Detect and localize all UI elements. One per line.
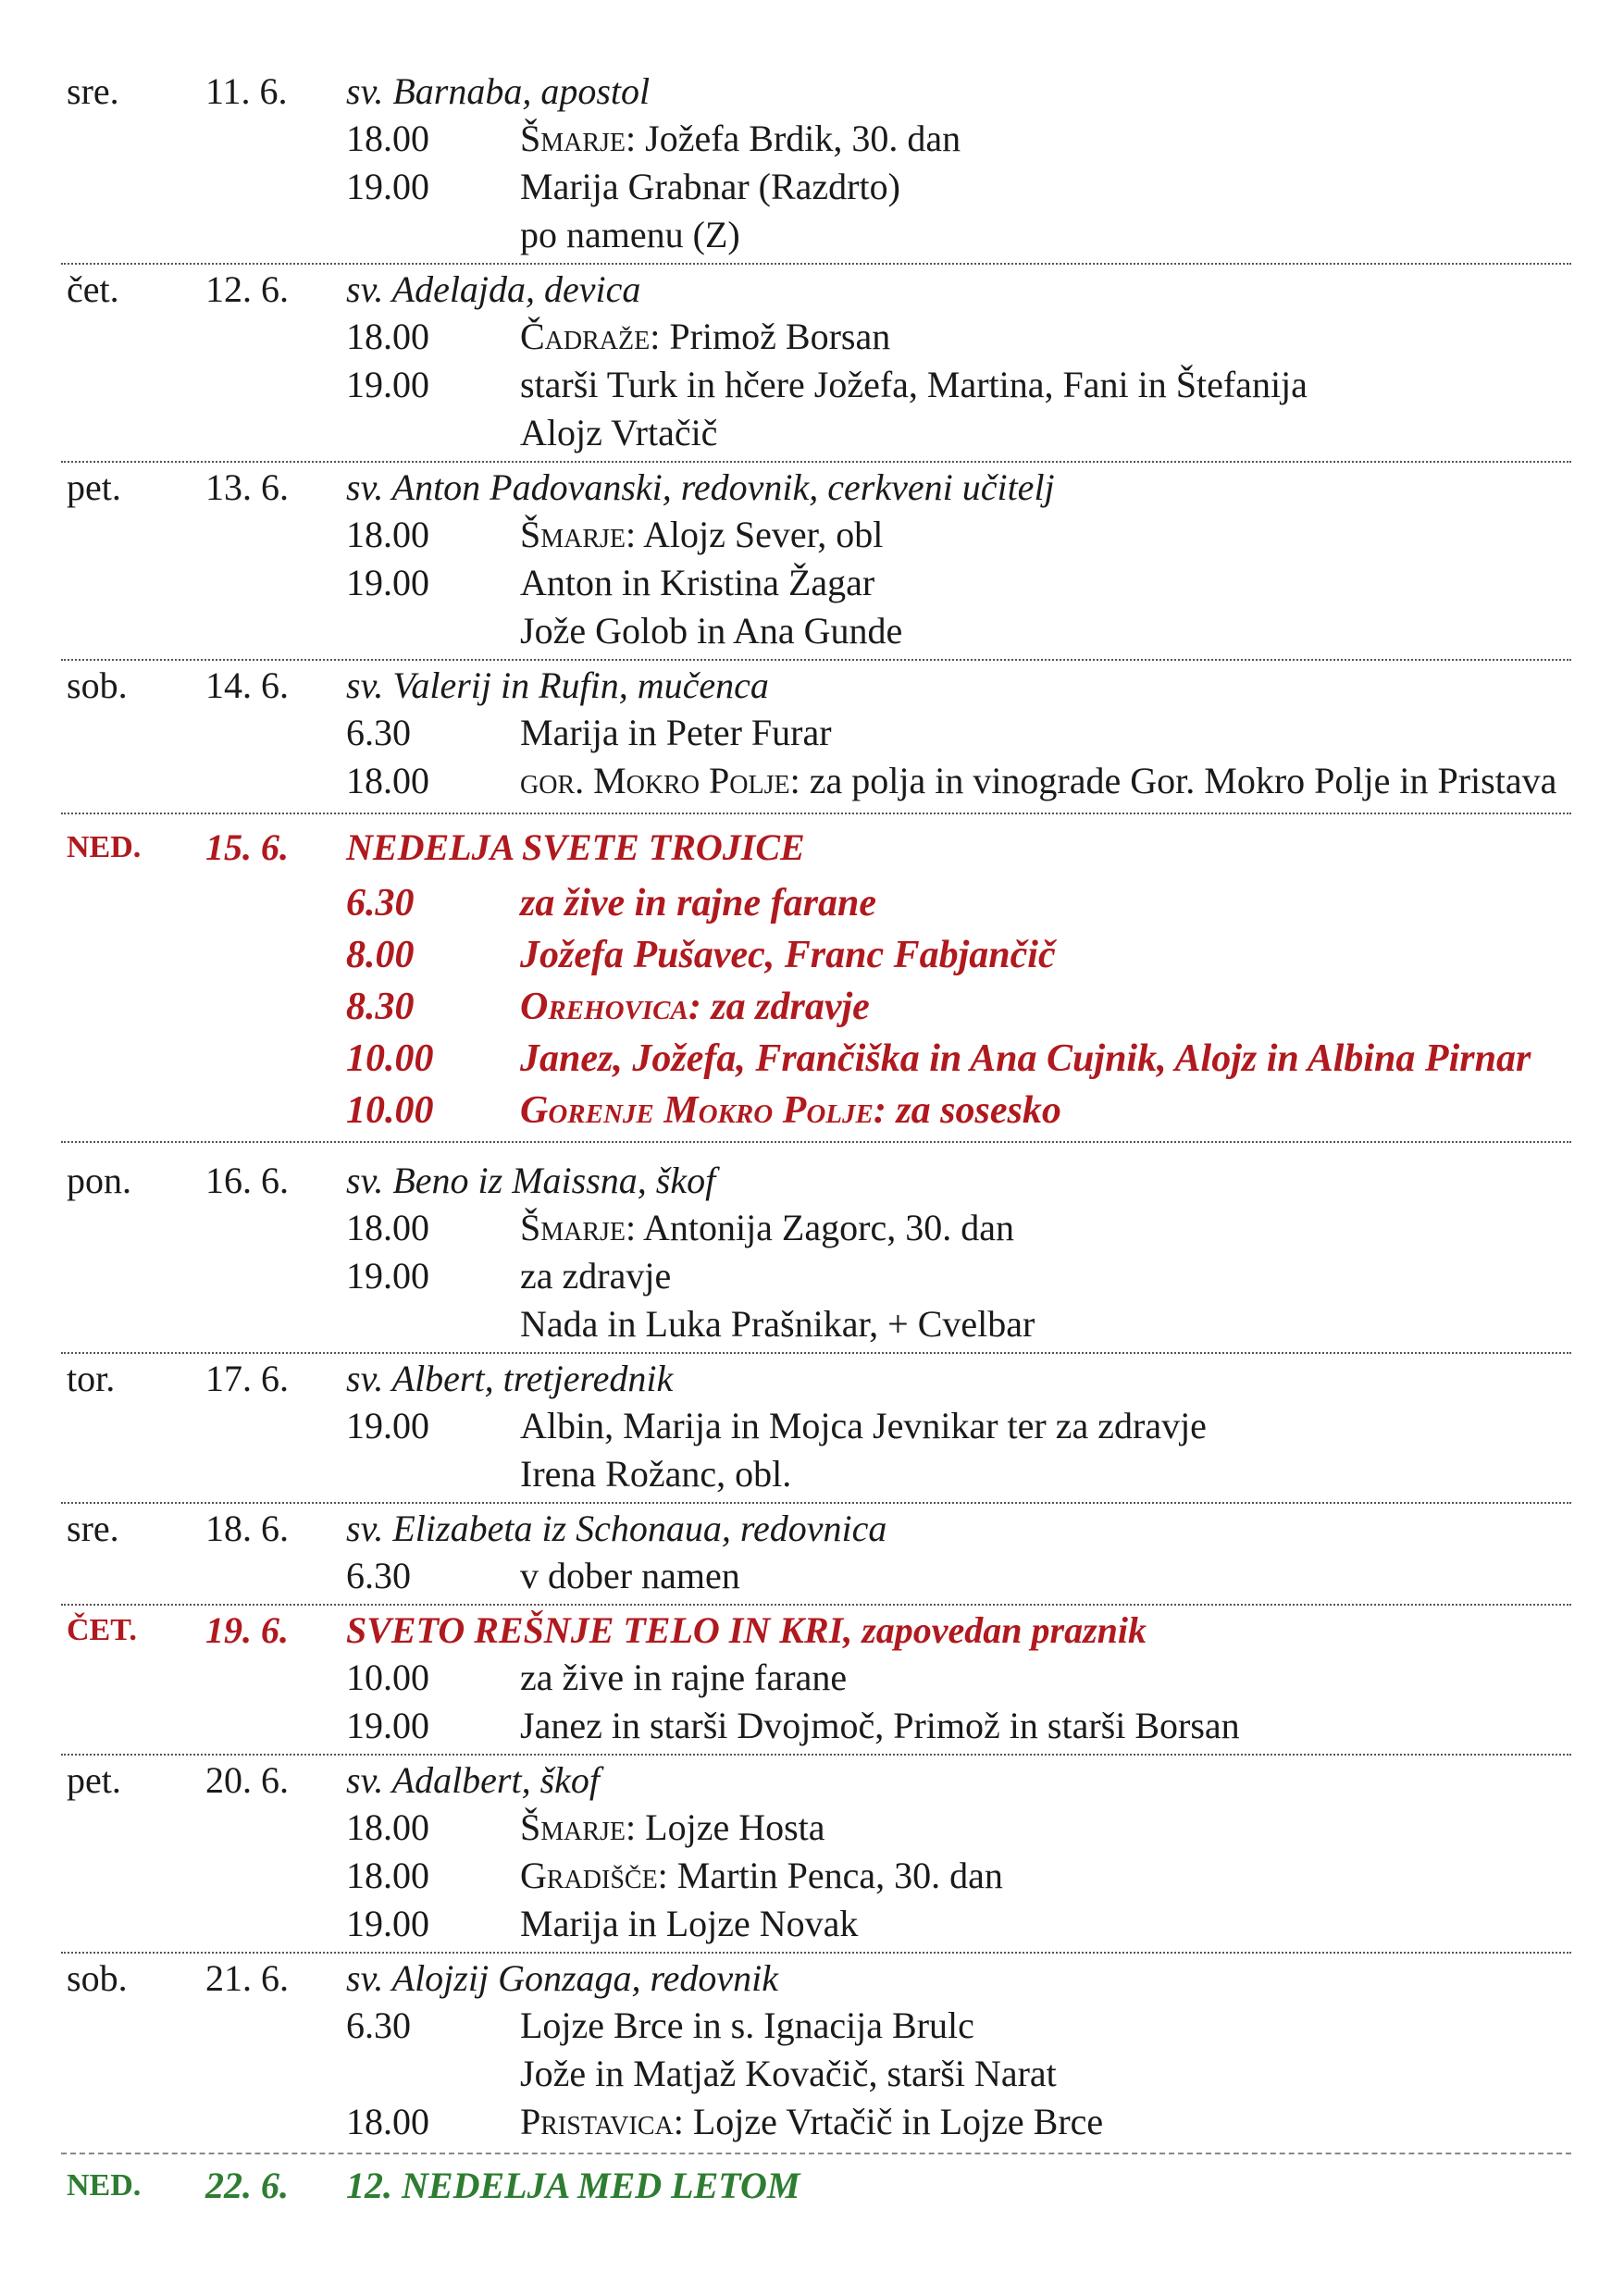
- day-header: [0, 1157, 1624, 1205]
- mass-entry: [0, 1204, 1624, 1252]
- saint-of-day: sv. Valerij in Rufin, mučenca: [346, 664, 769, 706]
- date: 20. 6.: [205, 1759, 289, 1801]
- location: Šmarje:: [520, 1806, 637, 1848]
- mass-time: 19.00: [346, 1705, 429, 1746]
- mass-time: 8.00: [346, 934, 415, 976]
- date: 16. 6.: [205, 1160, 289, 1201]
- mass-time: 19.00: [346, 1405, 429, 1446]
- weekday: sre.: [67, 1508, 119, 1549]
- divider: [61, 1352, 1571, 1354]
- divider: [61, 1952, 1571, 1954]
- divider: [61, 1754, 1571, 1756]
- divider: [61, 2153, 1571, 2154]
- mass-entry: [0, 211, 1624, 259]
- mass-intention: Pristavica: Lojze Vrtačič in Lojze Brce: [520, 2101, 1104, 2142]
- mass-intention: gor. Mokro Polje: za polja in vinograde Gor. Mokro Polje in Pristava: [520, 760, 1557, 801]
- location: Pristavica:: [520, 2101, 684, 2142]
- mass-time: 10.00: [346, 1037, 434, 1080]
- divider: [61, 1141, 1571, 1143]
- weekday: pet.: [67, 1759, 121, 1801]
- mass-time: 19.00: [346, 166, 429, 207]
- divider: [61, 1502, 1571, 1504]
- mass-time: 10.00: [346, 1657, 429, 1698]
- mass-entry: [0, 879, 1624, 927]
- mass-time: 18.00: [346, 514, 429, 555]
- day-header: [0, 2162, 1624, 2210]
- mass-intention: za žive in rajne farane: [520, 882, 877, 925]
- mass-time: 18.00: [346, 316, 429, 357]
- day-header: [0, 1607, 1624, 1655]
- mass-intention: Jožefa Pušavec, Franc Fabjančič: [520, 934, 1056, 976]
- mass-entry: [0, 1300, 1624, 1348]
- mass-entry: [0, 1035, 1624, 1083]
- saint-of-day: sv. Anton Padovanski, redovnik, cerkveni učitelj: [346, 466, 1055, 508]
- date: 13. 6.: [205, 466, 289, 508]
- date: 14. 6.: [205, 664, 289, 706]
- date: 11. 6.: [205, 70, 288, 112]
- mass-time: 19.00: [346, 1255, 429, 1297]
- divider: [61, 813, 1571, 814]
- location: Šmarje:: [520, 514, 637, 555]
- mass-entry: [0, 607, 1624, 655]
- mass-intention: za zdravje: [520, 1255, 672, 1297]
- mass-entry: [0, 163, 1624, 211]
- date: 15. 6.: [205, 826, 289, 868]
- weekday: sob.: [67, 664, 128, 706]
- mass-entry: [0, 1086, 1624, 1135]
- mass-entry: [0, 409, 1624, 457]
- mass-intention: starši Turk in hčere Jožefa, Martina, Fani in Štefanija: [520, 364, 1308, 405]
- mass-intention: Janez in starši Dvojmoč, Primož in starši Borsan: [520, 1705, 1240, 1746]
- mass-intention: Gradišče: Martin Penca, 30. dan: [520, 1855, 1003, 1896]
- saint-of-day: sv. Alojzij Gonzaga, redovnik: [346, 1957, 778, 1999]
- mass-entry: [0, 1804, 1624, 1852]
- mass-intention: Alojz Vrtačič: [520, 412, 718, 453]
- weekday: NED.: [67, 830, 142, 864]
- mass-intention: za žive in rajne farane: [520, 1657, 848, 1698]
- location: Šmarje:: [520, 118, 637, 159]
- mass-intention: Orehovica: za zdravje: [520, 986, 870, 1028]
- day-header: [0, 1505, 1624, 1553]
- weekday: čet.: [67, 268, 119, 310]
- mass-entry: [0, 1852, 1624, 1900]
- mass-intention: v dober namen: [520, 1555, 740, 1596]
- day-header: [0, 1756, 1624, 1805]
- mass-intention: Marija Grabnar (Razdrto): [520, 166, 900, 207]
- feast-title: NEDELJA SVETE TROJICE: [346, 826, 805, 868]
- day-header: [0, 266, 1624, 314]
- mass-entry: [0, 1402, 1624, 1450]
- mass-intention: Šmarje: Antonija Zagorc, 30. dan: [520, 1207, 1014, 1248]
- mass-time: 18.00: [346, 1806, 429, 1848]
- weekday: pet.: [67, 466, 121, 508]
- divider: [61, 461, 1571, 463]
- mass-time: 18.00: [346, 1855, 429, 1896]
- mass-time: 18.00: [346, 1207, 429, 1248]
- weekday: pon.: [67, 1160, 131, 1201]
- divider: [61, 659, 1571, 661]
- mass-time: 6.30: [346, 1555, 411, 1596]
- saint-of-day: sv. Adalbert, škof: [346, 1759, 601, 1801]
- date: 19. 6.: [205, 1609, 289, 1651]
- mass-intention: Anton in Kristina Žagar: [520, 562, 875, 603]
- day-header: [0, 68, 1624, 116]
- mass-intention: Irena Rožanc, obl.: [520, 1453, 792, 1495]
- mass-time: 6.30: [346, 712, 411, 753]
- mass-entry: [0, 313, 1624, 361]
- mass-entry: [0, 1450, 1624, 1498]
- location: Gorenje Mokro Polje:: [520, 1089, 886, 1132]
- mass-time: 18.00: [346, 118, 429, 159]
- date: 18. 6.: [205, 1508, 289, 1549]
- date: 12. 6.: [205, 268, 289, 310]
- location: Gradišče:: [520, 1855, 668, 1896]
- mass-entry: [0, 1702, 1624, 1750]
- mass-time: 8.30: [346, 986, 415, 1028]
- mass-intention: Šmarje: Alojz Sever, obl: [520, 514, 884, 555]
- mass-entry: [0, 2098, 1624, 2146]
- mass-entry: [0, 559, 1624, 607]
- feast-title: SVETO REŠNJE TELO IN KRI, zapovedan praznik: [346, 1609, 1147, 1651]
- date: 17. 6.: [205, 1358, 289, 1399]
- mass-time: 18.00: [346, 760, 429, 801]
- weekday: NED.: [67, 2168, 142, 2203]
- mass-intention: Nada in Luka Prašnikar, + Cvelbar: [520, 1303, 1035, 1345]
- saint-of-day: sv. Albert, tretjerednik: [346, 1358, 674, 1399]
- mass-time: 10.00: [346, 1089, 434, 1132]
- location: Orehovica:: [520, 986, 701, 1028]
- feast-title: 12. NEDELJA MED LETOM: [346, 2165, 800, 2206]
- mass-time: 6.30: [346, 882, 415, 925]
- day-header: [0, 662, 1624, 710]
- mass-entry: [0, 1552, 1624, 1600]
- mass-time: 19.00: [346, 562, 429, 603]
- location: Čadraže:: [520, 316, 661, 357]
- day-header: [0, 1355, 1624, 1403]
- mass-intention: Šmarje: Lojze Hosta: [520, 1806, 825, 1848]
- mass-entry: [0, 1900, 1624, 1948]
- saint-of-day: sv. Elizabeta iz Schonaua, redovnica: [346, 1508, 887, 1549]
- mass-intention: Gorenje Mokro Polje: za sosesko: [520, 1089, 1061, 1132]
- mass-time: 19.00: [346, 1903, 429, 1944]
- saint-of-day: sv. Barnaba, apostol: [346, 70, 651, 112]
- mass-entry: [0, 2002, 1624, 2050]
- mass-intention: Jože Golob in Ana Gunde: [520, 610, 903, 652]
- mass-entry: [0, 709, 1624, 757]
- mass-entry: [0, 983, 1624, 1031]
- location: Šmarje:: [520, 1207, 637, 1248]
- weekday: sre.: [67, 70, 119, 112]
- mass-intention: Marija in Peter Furar: [520, 712, 832, 753]
- saint-of-day: sv. Adelajda, devica: [346, 268, 641, 310]
- mass-intention: Šmarje: Jožefa Brdik, 30. dan: [520, 118, 961, 159]
- weekday: sob.: [67, 1957, 128, 1999]
- mass-entry: [0, 931, 1624, 979]
- mass-time: 6.30: [346, 2004, 411, 2046]
- mass-entry: [0, 1654, 1624, 1702]
- divider: [61, 1604, 1571, 1606]
- mass-intention: Albin, Marija in Mojca Jevnikar ter za zdravje: [520, 1405, 1207, 1446]
- location: gor. Mokro Polje:: [520, 760, 800, 801]
- day-header: [0, 1955, 1624, 2003]
- date: 22. 6.: [205, 2165, 289, 2206]
- mass-intention: Lojze Brce in s. Ignacija Brulc: [520, 2004, 974, 2046]
- mass-intention: Jože in Matjaž Kovačič, starši Narat: [520, 2053, 1057, 2094]
- mass-intention: Čadraže: Primož Borsan: [520, 316, 891, 357]
- mass-intention: Marija in Lojze Novak: [520, 1903, 859, 1944]
- day-header: [0, 464, 1624, 512]
- weekday: ČET.: [67, 1613, 137, 1647]
- mass-time: 19.00: [346, 364, 429, 405]
- mass-entry: [0, 511, 1624, 559]
- mass-entry: [0, 2050, 1624, 2098]
- mass-time: 18.00: [346, 2101, 429, 2142]
- mass-entry: [0, 1252, 1624, 1300]
- divider: [61, 263, 1571, 265]
- saint-of-day: sv. Beno iz Maissna, škof: [346, 1160, 716, 1201]
- mass-intention: po namenu (Z): [520, 214, 740, 255]
- mass-entry: [0, 361, 1624, 409]
- date: 21. 6.: [205, 1957, 289, 1999]
- mass-intention: Janez, Jožefa, Frančiška in Ana Cujnik, Alojz in Albina Pirnar: [520, 1037, 1531, 1080]
- mass-entry: [0, 115, 1624, 163]
- day-header: [0, 824, 1624, 872]
- weekday: tor.: [67, 1358, 116, 1399]
- mass-entry: [0, 757, 1624, 805]
